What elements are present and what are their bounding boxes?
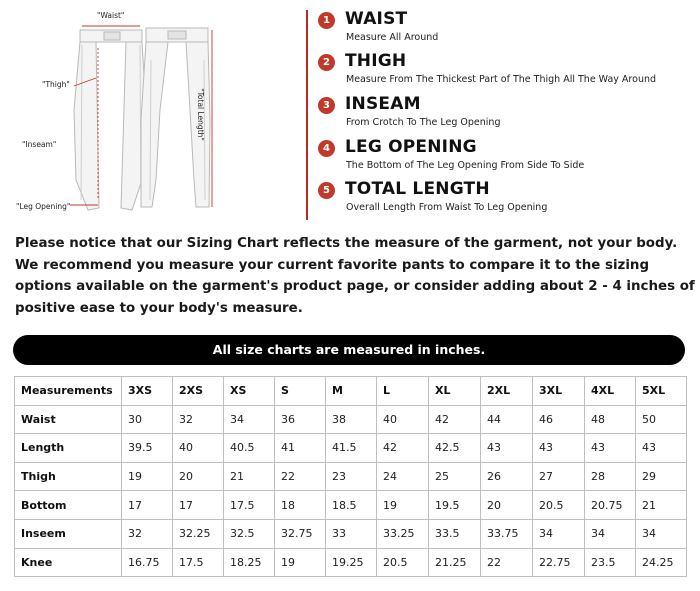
section-divider bbox=[306, 10, 308, 220]
table-cell: 26 bbox=[481, 462, 533, 491]
row-label: Thigh bbox=[15, 462, 122, 491]
table-cell: 27 bbox=[533, 462, 585, 491]
table-cell: 44 bbox=[481, 405, 533, 434]
table-row bbox=[15, 519, 687, 548]
table-cell: 41.5 bbox=[326, 434, 377, 463]
table-cell: 20.5 bbox=[377, 548, 429, 577]
column-header: 5XL bbox=[636, 377, 687, 406]
table-cell: 32.5 bbox=[224, 519, 275, 548]
table-cell: 24 bbox=[377, 462, 429, 491]
measurement-description: Measure All Around bbox=[346, 32, 439, 43]
table-cell: 22 bbox=[275, 462, 326, 491]
table-row bbox=[15, 405, 687, 434]
table-cell: 42 bbox=[377, 434, 429, 463]
number-badge: 1 bbox=[318, 12, 335, 29]
table-cell: 41 bbox=[275, 434, 326, 463]
table-cell: 43 bbox=[585, 434, 636, 463]
row-label: Waist bbox=[15, 405, 122, 434]
column-header: 3XL bbox=[533, 377, 585, 406]
column-header: XS bbox=[224, 377, 275, 406]
measurement-title: LEG OPENING bbox=[345, 137, 477, 157]
table-cell: 34 bbox=[533, 519, 585, 548]
table-cell: 23.5 bbox=[585, 548, 636, 577]
table-cell: 34 bbox=[585, 519, 636, 548]
table-cell: 32.75 bbox=[275, 519, 326, 548]
table-cell: 38 bbox=[326, 405, 377, 434]
measurement-description: From Crotch To The Leg Opening bbox=[346, 117, 501, 128]
row-label: Inseem bbox=[15, 519, 122, 548]
column-header: XL bbox=[429, 377, 481, 406]
column-header: 2XS bbox=[173, 377, 224, 406]
table-cell: 48 bbox=[585, 405, 636, 434]
column-header: S bbox=[275, 377, 326, 406]
table-cell: 32.25 bbox=[173, 519, 224, 548]
table-cell: 30 bbox=[122, 405, 173, 434]
column-header: 2XL bbox=[481, 377, 533, 406]
table-cell: 19 bbox=[377, 491, 429, 520]
table-cell: 34 bbox=[636, 519, 687, 548]
table-cell: 32 bbox=[122, 519, 173, 548]
table-cell: 19.25 bbox=[326, 548, 377, 577]
table-cell: 33 bbox=[326, 519, 377, 548]
table-cell: 42 bbox=[429, 405, 481, 434]
number-badge: 2 bbox=[318, 54, 335, 71]
row-label: Knee bbox=[15, 548, 122, 577]
table-cell: 28 bbox=[585, 462, 636, 491]
column-header: 4XL bbox=[585, 377, 636, 406]
table-row bbox=[15, 434, 687, 463]
table-cell: 21 bbox=[224, 462, 275, 491]
number-badge: 3 bbox=[318, 97, 335, 114]
column-header: Measurements bbox=[15, 377, 122, 406]
front-chaps bbox=[74, 30, 146, 210]
table-cell: 40 bbox=[377, 405, 429, 434]
table-cell: 40.5 bbox=[224, 434, 275, 463]
column-header: M bbox=[326, 377, 377, 406]
table-row bbox=[15, 491, 687, 520]
leg-opening-annotation: "Leg Opening" bbox=[16, 202, 71, 211]
number-badge: 4 bbox=[318, 140, 335, 157]
table-cell: 42.5 bbox=[429, 434, 481, 463]
column-header: L bbox=[377, 377, 429, 406]
table-cell: 16.75 bbox=[122, 548, 173, 577]
table-cell: 32 bbox=[173, 405, 224, 434]
inches-banner: All size charts are measured in inches. bbox=[13, 335, 685, 365]
table-cell: 18 bbox=[275, 491, 326, 520]
measurement-title: INSEAM bbox=[345, 94, 421, 114]
row-label: Length bbox=[15, 434, 122, 463]
measurement-description: Measure From The Thickest Part of The Thigh All The Way Around bbox=[346, 74, 657, 85]
table-cell: 19 bbox=[275, 548, 326, 577]
size-table-body bbox=[15, 377, 687, 577]
inseam-annotation: "Inseam" bbox=[22, 140, 57, 149]
table-cell: 46 bbox=[533, 405, 585, 434]
table-header-row bbox=[15, 377, 687, 406]
table-cell: 21 bbox=[636, 491, 687, 520]
table-cell: 18.25 bbox=[224, 548, 275, 577]
measurement-title: THIGH bbox=[345, 51, 407, 71]
table-cell: 22 bbox=[481, 548, 533, 577]
table-cell: 20.5 bbox=[533, 491, 585, 520]
table-cell: 17.5 bbox=[173, 548, 224, 577]
row-label: Bottom bbox=[15, 491, 122, 520]
thigh-annotation: "Thigh" bbox=[42, 80, 70, 89]
chaps-illustration bbox=[0, 0, 290, 222]
measurement-description: The Bottom of The Leg Opening From Side To Side bbox=[346, 160, 585, 171]
table-cell: 20 bbox=[173, 462, 224, 491]
table-cell: 33.5 bbox=[429, 519, 481, 548]
table-cell: 24.25 bbox=[636, 548, 687, 577]
table-cell: 18.5 bbox=[326, 491, 377, 520]
table-cell: 33.25 bbox=[377, 519, 429, 548]
table-row bbox=[15, 462, 687, 491]
measurement-description: Overall Length From Waist To Leg Opening bbox=[346, 202, 548, 213]
column-header: 3XS bbox=[122, 377, 173, 406]
table-cell: 50 bbox=[636, 405, 687, 434]
table-cell: 39.5 bbox=[122, 434, 173, 463]
table-cell: 25 bbox=[429, 462, 481, 491]
table-cell: 20 bbox=[481, 491, 533, 520]
measurement-title: WAIST bbox=[345, 9, 408, 29]
table-cell: 20.75 bbox=[585, 491, 636, 520]
table-cell: 43 bbox=[533, 434, 585, 463]
table-row bbox=[15, 548, 687, 577]
size-chart-table bbox=[14, 376, 687, 577]
table-cell: 33.75 bbox=[481, 519, 533, 548]
table-cell: 29 bbox=[636, 462, 687, 491]
number-badge: 5 bbox=[318, 182, 335, 199]
table-cell: 43 bbox=[636, 434, 687, 463]
table-cell: 43 bbox=[481, 434, 533, 463]
table-cell: 19.5 bbox=[429, 491, 481, 520]
table-cell: 36 bbox=[275, 405, 326, 434]
table-cell: 17.5 bbox=[224, 491, 275, 520]
chaps-drawing bbox=[0, 0, 290, 222]
table-cell: 21.25 bbox=[429, 548, 481, 577]
total-length-annotation: "Total Length" bbox=[195, 88, 205, 141]
measurement-title: TOTAL LENGTH bbox=[345, 179, 490, 199]
table-cell: 23 bbox=[326, 462, 377, 491]
table-cell: 40 bbox=[173, 434, 224, 463]
table-cell: 19 bbox=[122, 462, 173, 491]
table-cell: 34 bbox=[224, 405, 275, 434]
table-cell: 17 bbox=[122, 491, 173, 520]
table-cell: 22.75 bbox=[533, 548, 585, 577]
table-cell: 17 bbox=[173, 491, 224, 520]
waist-annotation: "Waist" bbox=[97, 11, 125, 20]
sizing-notice: Please notice that our Sizing Chart reflects the measure of the garment, not your body. We recommend you measure your current favorite pants to compare it to the sizing options available on the garment's product page, or consider adding about 2 - 4 inches of positive ease to your body's measure. bbox=[15, 236, 695, 316]
